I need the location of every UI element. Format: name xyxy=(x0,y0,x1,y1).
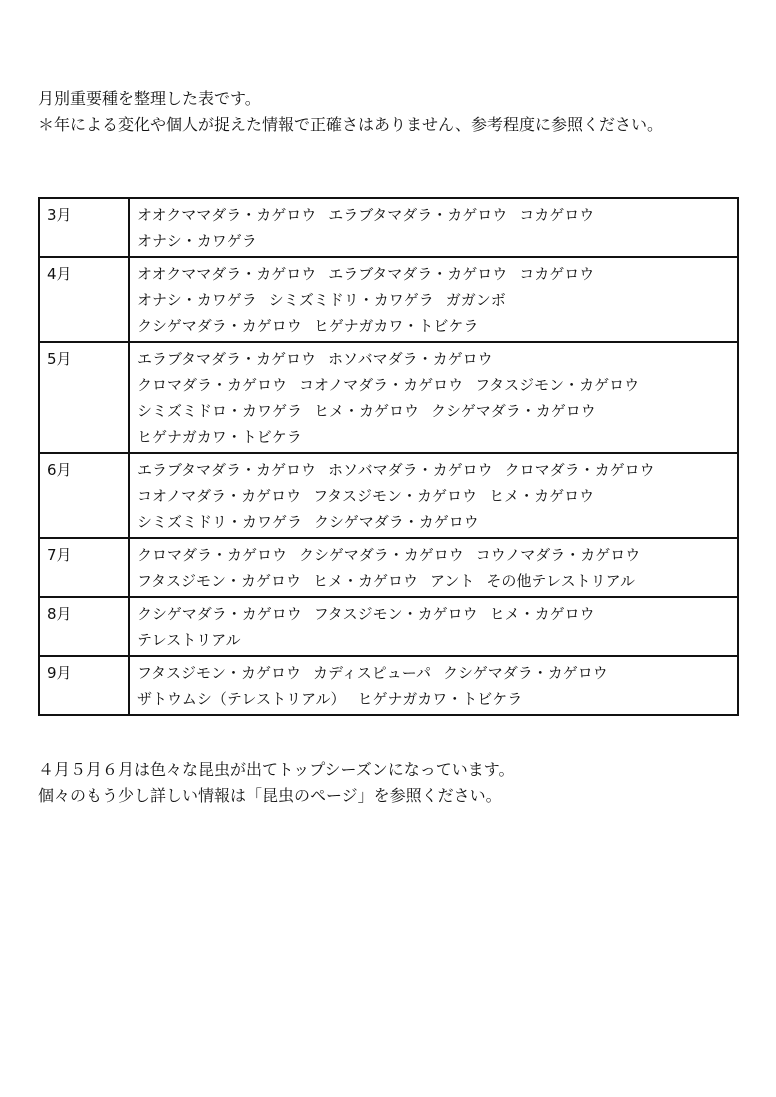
species-name: コオノマダラ・カゲロウ xyxy=(299,376,464,394)
species-name: その他テレストリアル xyxy=(486,572,636,590)
species-line xyxy=(137,509,730,535)
species-cell xyxy=(129,597,738,656)
species-cell xyxy=(129,656,738,715)
species-name: アント xyxy=(429,572,475,590)
species-name: ヒメ・カゲロウ xyxy=(312,572,418,590)
species-name: フタスジモン・カゲロウ xyxy=(137,664,301,682)
species-line xyxy=(137,202,730,228)
table-row xyxy=(39,342,738,453)
month-cell: 3月 xyxy=(39,198,129,257)
species-line xyxy=(137,568,730,594)
species-name: エラブタマダラ・カゲロウ xyxy=(137,461,316,479)
species-cell xyxy=(129,198,738,257)
species-name: オオクママダラ・カゲロウ xyxy=(137,206,317,224)
species-line xyxy=(137,424,730,450)
species-name: ヒメ・カゲロウ xyxy=(489,487,595,505)
table-row xyxy=(39,597,738,656)
species-name: コカゲロウ xyxy=(519,265,595,283)
month-cell: 8月 xyxy=(39,597,129,656)
disclaimer-note: ＊年による変化や個人が捉えた情報で正確さはありません、参考程度に参照ください。 xyxy=(38,115,663,134)
species-name: クシゲマダラ・カゲロウ xyxy=(314,513,479,531)
species-name: シミズミドリ・カワゲラ xyxy=(268,291,434,309)
table-row xyxy=(39,656,738,715)
species-name: フタスジモン・カゲロウ xyxy=(475,376,640,394)
species-name: クロマダラ・カゲロウ xyxy=(137,546,288,564)
month-cell: 5月 xyxy=(39,342,129,453)
species-name: コウノマダラ・カゲロウ xyxy=(475,546,641,564)
species-name: クロマダラ・カゲロウ xyxy=(504,461,655,479)
species-line xyxy=(137,457,730,483)
species-name: エラブタマダラ・カゲロウ xyxy=(328,206,508,224)
species-cell xyxy=(129,538,738,597)
intro-text: 月別重要種を整理した表です。 xyxy=(38,89,261,108)
table-body xyxy=(39,198,738,715)
species-name: ザトウムシ（テレストリアル） xyxy=(137,690,346,708)
species-cell xyxy=(129,342,738,453)
month-cell: 9月 xyxy=(39,656,129,715)
species-name: クシゲマダラ・カゲロウ xyxy=(137,317,302,335)
table-row xyxy=(39,198,738,257)
species-name: ヒゲナガカワ・トビケラ xyxy=(357,690,523,708)
outro-section xyxy=(38,757,738,809)
species-line xyxy=(137,627,730,653)
species-name: ヒメ・カゲロウ xyxy=(489,605,595,623)
species-name: コカゲロウ xyxy=(519,206,595,224)
table-row xyxy=(39,538,738,597)
species-name: クシゲマダラ・カゲロウ xyxy=(431,402,596,420)
table-row xyxy=(39,257,738,342)
reference-note: 個々のもう少し詳しい情報は「昆虫のページ」を参照ください。 xyxy=(38,786,502,805)
month-cell: 6月 xyxy=(39,453,129,538)
species-name: オオクママダラ・カゲロウ xyxy=(137,265,317,283)
species-name: エラブタマダラ・カゲロウ xyxy=(137,350,316,368)
species-name: カディスピューパ xyxy=(312,664,432,682)
species-name: コオノマダラ・カゲロウ xyxy=(137,487,302,505)
species-line xyxy=(137,660,730,686)
species-name: シミズミドロ・カワゲラ xyxy=(137,402,303,420)
month-cell: 4月 xyxy=(39,257,129,342)
species-name: エラブタマダラ・カゲロウ xyxy=(328,265,508,283)
species-name: クロマダラ・カゲロウ xyxy=(137,376,288,394)
species-line xyxy=(137,483,730,509)
species-name: ガガンボ xyxy=(445,291,506,309)
species-line xyxy=(137,372,730,398)
species-line xyxy=(137,228,730,254)
species-line xyxy=(137,686,730,712)
intro-section xyxy=(38,86,738,138)
species-name: ホソバマダラ・カゲロウ xyxy=(327,350,493,368)
species-name: ホソバマダラ・カゲロウ xyxy=(327,461,493,479)
species-name: フタスジモン・カゲロウ xyxy=(137,572,301,590)
species-line xyxy=(137,398,730,424)
species-line xyxy=(137,542,730,568)
species-line xyxy=(137,601,730,627)
species-name: フタスジモン・カゲロウ xyxy=(313,487,478,505)
species-line xyxy=(137,261,730,287)
species-line xyxy=(137,287,730,313)
species-name: オナシ・カワゲラ xyxy=(137,232,257,250)
species-cell xyxy=(129,453,738,538)
species-name: クシゲマダラ・カゲロウ xyxy=(137,605,302,623)
species-name: フタスジモン・カゲロウ xyxy=(313,605,478,623)
species-cell xyxy=(129,257,738,342)
species-line xyxy=(137,346,730,372)
season-summary: ４月５月６月は色々な昆虫が出てトップシーズンになっています。 xyxy=(38,760,515,779)
monthly-species-table xyxy=(38,197,739,716)
species-name: ヒゲナガカワ・トビケラ xyxy=(313,317,479,335)
species-name: オナシ・カワゲラ xyxy=(137,291,257,309)
species-name: テレストリアル xyxy=(137,631,241,649)
species-name: ヒゲナガカワ・トビケラ xyxy=(137,428,302,446)
table-row xyxy=(39,453,738,538)
species-line xyxy=(137,313,730,339)
month-cell: 7月 xyxy=(39,538,129,597)
species-name: クシゲマダラ・カゲロウ xyxy=(299,546,464,564)
species-name: シミズミドリ・カワゲラ xyxy=(137,513,303,531)
species-name: ヒメ・カゲロウ xyxy=(314,402,420,420)
species-name: クシゲマダラ・カゲロウ xyxy=(443,664,608,682)
